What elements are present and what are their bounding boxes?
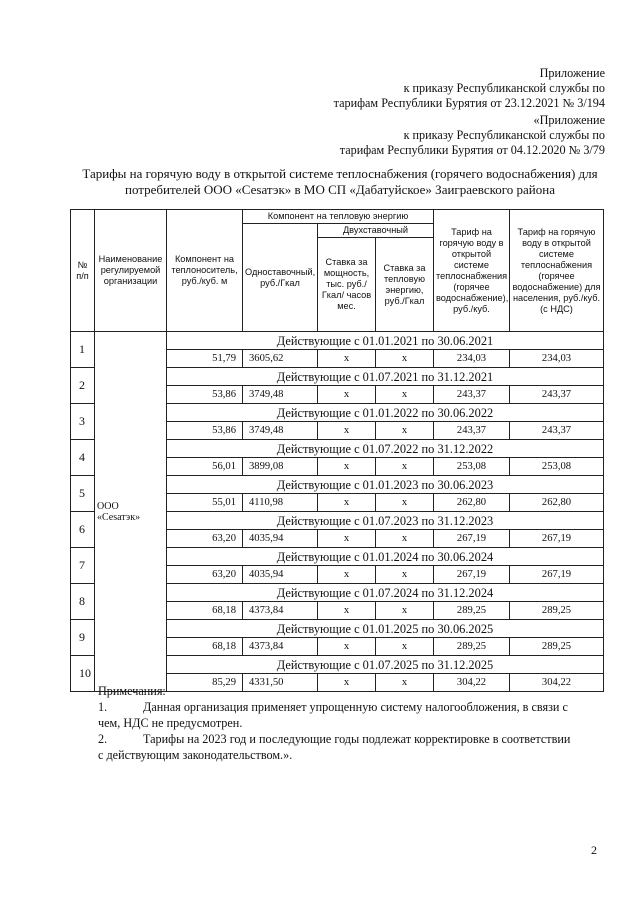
row-number: 3 bbox=[71, 404, 95, 440]
single-rate-value: 3749,48 bbox=[243, 422, 318, 440]
coolant-value: 68,18 bbox=[167, 638, 243, 656]
note-1-text-cont: чем, НДС не предусмотрен. bbox=[98, 716, 243, 730]
energy-rate-value: х bbox=[376, 566, 434, 584]
note-1-number: 1. bbox=[98, 700, 108, 714]
single-rate-value: 4035,94 bbox=[243, 530, 318, 548]
coolant-value: 55,01 bbox=[167, 494, 243, 512]
header-line: тарифам Республики Бурятия от 23.12.2021 № 3/194 bbox=[333, 96, 605, 110]
title-line: Тарифы на горячую воду в открытой системе теплоснабжения (горячего водоснабжения) для bbox=[82, 166, 598, 181]
header-single-rate: Одноставочный, руб./Гкал bbox=[243, 224, 318, 332]
header-line: к приказу Республиканской службы по bbox=[403, 81, 605, 95]
capacity-rate-value: х bbox=[318, 350, 376, 368]
note-1-text: Данная организация применяет упрощенную систему налогообложения, в связи с bbox=[143, 700, 568, 714]
tariff-value: 253,08 bbox=[434, 458, 510, 476]
period-label: Действующие с 01.01.2023 по 30.06.2023 bbox=[167, 476, 604, 494]
energy-rate-value: х bbox=[376, 530, 434, 548]
energy-rate-value: х bbox=[376, 674, 434, 692]
energy-rate-value: х bbox=[376, 386, 434, 404]
header-org-name: Наименование регулируемой организации bbox=[95, 210, 167, 332]
page-number: 2 bbox=[591, 843, 597, 857]
capacity-rate-value: х bbox=[318, 530, 376, 548]
period-label: Действующие с 01.01.2025 по 30.06.2025 bbox=[167, 620, 604, 638]
note-2-line-2 bbox=[98, 747, 603, 763]
note-2-text-cont: с действующим законодательством.». bbox=[98, 748, 293, 762]
tariff-table-body bbox=[71, 332, 604, 692]
header-line: Приложение bbox=[539, 66, 605, 80]
capacity-rate-value: х bbox=[318, 566, 376, 584]
coolant-value: 63,20 bbox=[167, 530, 243, 548]
document-title bbox=[60, 166, 620, 198]
tariff-vat-value: 267,19 bbox=[510, 530, 604, 548]
header-line: тарифам Республики Бурятия от 04.12.2020 № 3/79 bbox=[339, 143, 605, 157]
tariff-vat-value: 253,08 bbox=[510, 458, 604, 476]
tariff-value: 262,80 bbox=[434, 494, 510, 512]
tariff-vat-value: 267,19 bbox=[510, 566, 604, 584]
header-double-rate: Двухставочный bbox=[318, 224, 434, 238]
coolant-value: 63,20 bbox=[167, 566, 243, 584]
header-tariff: Тариф на горячую воду в открытой системе теплоснабжения (горячее водоснабжение), руб./куб. bbox=[434, 210, 510, 332]
energy-rate-value: х bbox=[376, 602, 434, 620]
capacity-rate-value: х bbox=[318, 674, 376, 692]
energy-rate-value: х bbox=[376, 458, 434, 476]
tariff-vat-value: 234,03 bbox=[510, 350, 604, 368]
tariff-value: 267,19 bbox=[434, 566, 510, 584]
coolant-value: 56,01 bbox=[167, 458, 243, 476]
appendix-header-current bbox=[334, 66, 605, 111]
appendix-header-previous bbox=[340, 113, 605, 158]
header-coolant: Компонент на теплоноситель, руб./куб. м bbox=[167, 210, 243, 332]
tariff-vat-value: 243,37 bbox=[510, 386, 604, 404]
tariff-vat-value: 304,22 bbox=[510, 674, 604, 692]
organization-name: ООО «Сеsатэк» bbox=[95, 332, 167, 692]
period-label: Действующие с 01.07.2025 по 31.12.2025 bbox=[167, 656, 604, 674]
capacity-rate-value: х bbox=[318, 386, 376, 404]
period-label: Действующие с 01.07.2024 по 31.12.2024 bbox=[167, 584, 604, 602]
tariff-value: 243,37 bbox=[434, 422, 510, 440]
note-2-text: Тарифы на 2023 год и последующие годы подлежат корректировке в соответствии bbox=[143, 732, 571, 746]
tariff-vat-value: 262,80 bbox=[510, 494, 604, 512]
single-rate-value: 4110,98 bbox=[243, 494, 318, 512]
coolant-value: 85,29 bbox=[167, 674, 243, 692]
single-rate-value: 4035,94 bbox=[243, 566, 318, 584]
notes-heading: Примечания: bbox=[98, 684, 166, 698]
note-2-number: 2. bbox=[98, 732, 108, 746]
period-label: Действующие с 01.07.2022 по 31.12.2022 bbox=[167, 440, 604, 458]
coolant-value: 53,86 bbox=[167, 386, 243, 404]
tariff-value: 234,03 bbox=[434, 350, 510, 368]
tariff-value: 267,19 bbox=[434, 530, 510, 548]
coolant-value: 51,79 bbox=[167, 350, 243, 368]
row-number: 4 bbox=[71, 440, 95, 476]
tariff-value: 304,22 bbox=[434, 674, 510, 692]
note-1-line-2 bbox=[98, 715, 603, 731]
tariff-vat-value: 289,25 bbox=[510, 602, 604, 620]
header-tariff-vat: Тариф на горячую воду в открытой системе теплоснабжения (горячее водоснабжение) для населения, руб./куб. (с НДС) bbox=[510, 210, 604, 332]
note-1-line-1 bbox=[98, 699, 603, 715]
period-label: Действующие с 01.01.2024 по 30.06.2024 bbox=[167, 548, 604, 566]
row-number: 1 bbox=[71, 332, 95, 368]
row-number: 10 bbox=[71, 656, 95, 692]
capacity-rate-value: х bbox=[318, 494, 376, 512]
row-number: 8 bbox=[71, 584, 95, 620]
row-number: 7 bbox=[71, 548, 95, 584]
single-rate-value: 4373,84 bbox=[243, 638, 318, 656]
row-number: 9 bbox=[71, 620, 95, 656]
single-rate-value: 3899,08 bbox=[243, 458, 318, 476]
capacity-rate-value: х bbox=[318, 422, 376, 440]
single-rate-value: 3749,48 bbox=[243, 386, 318, 404]
header-energy-rate: Ставка за тепловую энергию, руб./Гкал bbox=[376, 238, 434, 332]
tariff-value: 289,25 bbox=[434, 638, 510, 656]
header-num: № п/п bbox=[71, 210, 95, 332]
tariff-value: 289,25 bbox=[434, 602, 510, 620]
capacity-rate-value: х bbox=[318, 458, 376, 476]
energy-rate-value: х bbox=[376, 638, 434, 656]
energy-rate-value: х bbox=[376, 422, 434, 440]
header-line: «Приложение bbox=[533, 113, 605, 127]
single-rate-value: 4331,50 bbox=[243, 674, 318, 692]
single-rate-value: 4373,84 bbox=[243, 602, 318, 620]
capacity-rate-value: х bbox=[318, 638, 376, 656]
tariff-vat-value: 289,25 bbox=[510, 638, 604, 656]
period-label: Действующие с 01.07.2023 по 31.12.2023 bbox=[167, 512, 604, 530]
note-2-line-1 bbox=[98, 731, 603, 747]
tariff-table bbox=[70, 209, 604, 692]
tariff-value: 243,37 bbox=[434, 386, 510, 404]
energy-rate-value: х bbox=[376, 494, 434, 512]
coolant-value: 68,18 bbox=[167, 602, 243, 620]
period-label: Действующие с 01.01.2021 по 30.06.2021 bbox=[167, 332, 604, 350]
period-label: Действующие с 01.01.2022 по 30.06.2022 bbox=[167, 404, 604, 422]
capacity-rate-value: х bbox=[318, 602, 376, 620]
title-line: потребителей ООО «Сеsатэк» в МО СП «Дабатуйское» Заиграевского района bbox=[124, 182, 555, 197]
header-thermal: Компонент на тепловую энергию bbox=[243, 210, 434, 224]
header-line: к приказу Республиканской службы по bbox=[403, 128, 605, 142]
period-label: Действующие с 01.07.2021 по 31.12.2021 bbox=[167, 368, 604, 386]
coolant-value: 53,86 bbox=[167, 422, 243, 440]
header-capacity-rate: Ставка за мощность, тыс. руб./Гкал/ часов мес. bbox=[318, 238, 376, 332]
period-row bbox=[71, 332, 604, 350]
row-number: 6 bbox=[71, 512, 95, 548]
row-number: 5 bbox=[71, 476, 95, 512]
tariff-vat-value: 243,37 bbox=[510, 422, 604, 440]
row-number: 2 bbox=[71, 368, 95, 404]
energy-rate-value: х bbox=[376, 350, 434, 368]
single-rate-value: 3605,62 bbox=[243, 350, 318, 368]
